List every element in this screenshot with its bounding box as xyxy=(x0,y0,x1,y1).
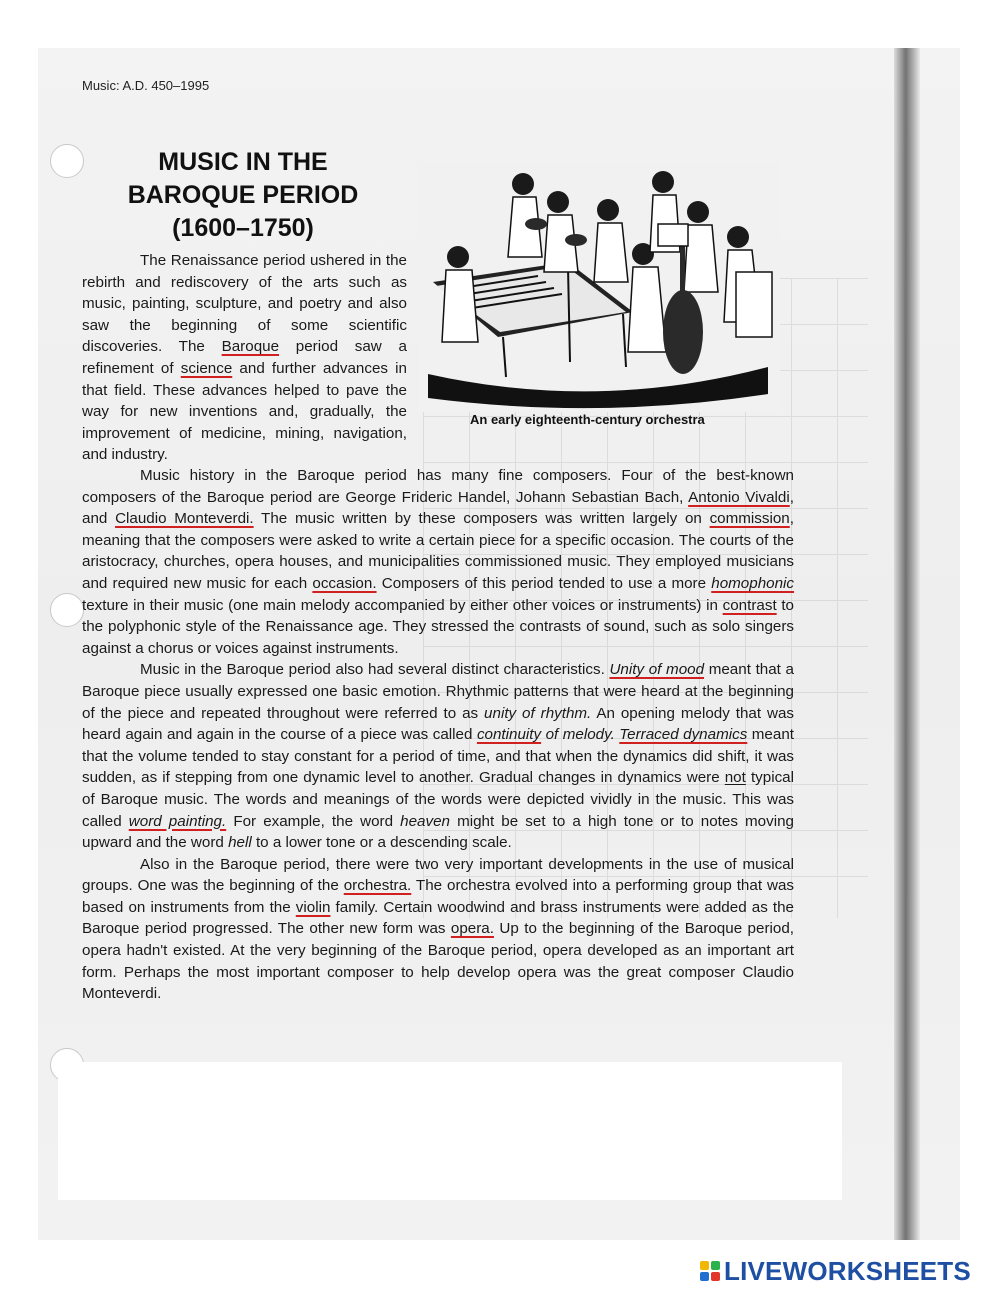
emphasis-underlined: not xyxy=(724,769,746,787)
binder-hole xyxy=(50,144,84,178)
text: typical of Baroque music. The words and meanings of the words were depicted vividly in the music. This was called xyxy=(82,769,794,830)
paragraph-composers xyxy=(82,465,794,659)
italic-term: heaven xyxy=(400,812,450,830)
keyword-underlined: commission xyxy=(709,510,790,528)
title-line: BAROQUE PERIOD xyxy=(127,181,359,209)
keyword-underlined: Terraced dynamics xyxy=(619,726,748,744)
figure-caption: An early eighteenth-century orchestra xyxy=(470,412,705,427)
keyword-underlined: contrast xyxy=(722,596,777,614)
text: and further advances in that field. These advances helped to pave the way for new inventions and, gradually, the improvement of medicine, mining, navigation, and industry. xyxy=(82,359,407,464)
text: , meaning that the composers were asked to write a certain piece for a specific occasion. The courts of the aristocracy, churches, opera houses, and municipalities commissioned music. They employed musicians and required new music for each xyxy=(82,510,794,592)
text: texture in their music (one main melody accompanied by either other voices or instruments) in xyxy=(82,596,723,614)
logo-wordmark: LIVEWORKSHEETS xyxy=(724,1255,971,1286)
keyword-underlined: word painting. xyxy=(128,812,227,830)
title-line: (1600–1750) xyxy=(172,214,314,242)
logo-square xyxy=(700,1261,709,1270)
keyword-underlined: Unity of mood xyxy=(609,661,705,679)
text: might be set to a high tone or to notes moving upward and the word xyxy=(82,812,794,852)
text: meant that a Baroque piece usually expressed one basic emotion. Rhythmic patterns that were heard at the beginning of the piece and repeated throughout were referred to as xyxy=(82,661,794,722)
italic-term: unity of rhythm. xyxy=(484,704,592,722)
text: to a lower tone or a descending scale. xyxy=(251,834,512,852)
orchestra-illustration xyxy=(418,162,780,412)
keyword-underlined: opera. xyxy=(450,920,494,938)
text: period saw a refinement of xyxy=(82,338,407,377)
keyword-underlined: Baroque xyxy=(221,338,280,356)
keyword-underlined: continuity xyxy=(476,726,542,744)
logo-square xyxy=(711,1261,720,1270)
keyword-underlined: homophonic xyxy=(711,574,794,592)
text: The music written by these composers was written largely on xyxy=(253,510,710,528)
text: to the polyphonic style of the Renaissance age. They stressed the contrasts of sound, such as solo singers against a chorus or voices against instruments. xyxy=(82,596,795,657)
text: family. Certain woodwind and brass instruments were added as the Baroque period progressed. The other new form was xyxy=(82,898,795,938)
paragraph-characteristics xyxy=(82,659,794,853)
text: meant that the volume tended to stay constant for a period of time, and that when the dynamics did shift, it was sudden, as if stepping from one dynamic level to another. Gradual changes in dynamics were xyxy=(82,726,794,787)
keyword-underlined: Antonio Vivaldi xyxy=(688,488,790,506)
italic-term: of melody. xyxy=(541,726,615,744)
keyword-underlined: science xyxy=(180,359,233,377)
scan-edge-shadow xyxy=(894,48,920,1240)
italic-term: hell xyxy=(228,834,252,852)
page-title xyxy=(112,146,374,245)
logo-square xyxy=(700,1272,709,1281)
text: , and xyxy=(82,488,794,528)
text: Up to the beginning of the Baroque period, opera hadn't existed. At the very beginning of the Baroque period, opera developed as an important art form. Perhaps the most important composer to help develop opera was the great composer Claudio Monteverdi. xyxy=(82,920,794,1003)
body-text xyxy=(82,465,794,1005)
keyword-underlined: orchestra. xyxy=(343,877,412,895)
logo-square xyxy=(711,1272,720,1281)
text: Composers of this period tended to use a more xyxy=(376,574,712,592)
answer-area[interactable] xyxy=(58,1062,842,1200)
text: For example, the word xyxy=(226,812,401,830)
text: Music history in the Baroque period has many fine composers. Four of the best-known composers of the Baroque period are George Frideric Handel, Johann Sebastian Bach, xyxy=(82,467,794,506)
binder-hole xyxy=(50,593,84,627)
title-line: MUSIC IN THE xyxy=(158,148,328,176)
logo-mark-icon xyxy=(700,1261,720,1281)
text: Also in the Baroque period, there were two very important developments in the use of musical groups. One was the beginning of the xyxy=(82,855,794,895)
text: Music in the Baroque period also had several distinct characteristics. xyxy=(140,661,610,679)
text: The Renaissance period ushered in the rebirth and rediscovery of the arts such as music, painting, sculpture, and poetry and also saw the beginning of some scientific discoveries. The xyxy=(82,252,407,356)
text: The orchestra evolved into a performing group that was based on instruments from the xyxy=(82,877,794,916)
keyword-underlined: violin xyxy=(295,898,331,916)
keyword-underlined: Claudio Monteverdi. xyxy=(115,510,254,528)
running-head: Music: A.D. 450–1995 xyxy=(82,78,210,93)
intro-paragraph xyxy=(82,250,407,466)
keyword-underlined: occasion. xyxy=(312,574,377,592)
text: An opening melody that was heard again and again in the course of a piece was called xyxy=(82,704,794,744)
paragraph-groups xyxy=(82,854,794,1005)
liveworksheets-logo[interactable] xyxy=(700,1255,971,1286)
